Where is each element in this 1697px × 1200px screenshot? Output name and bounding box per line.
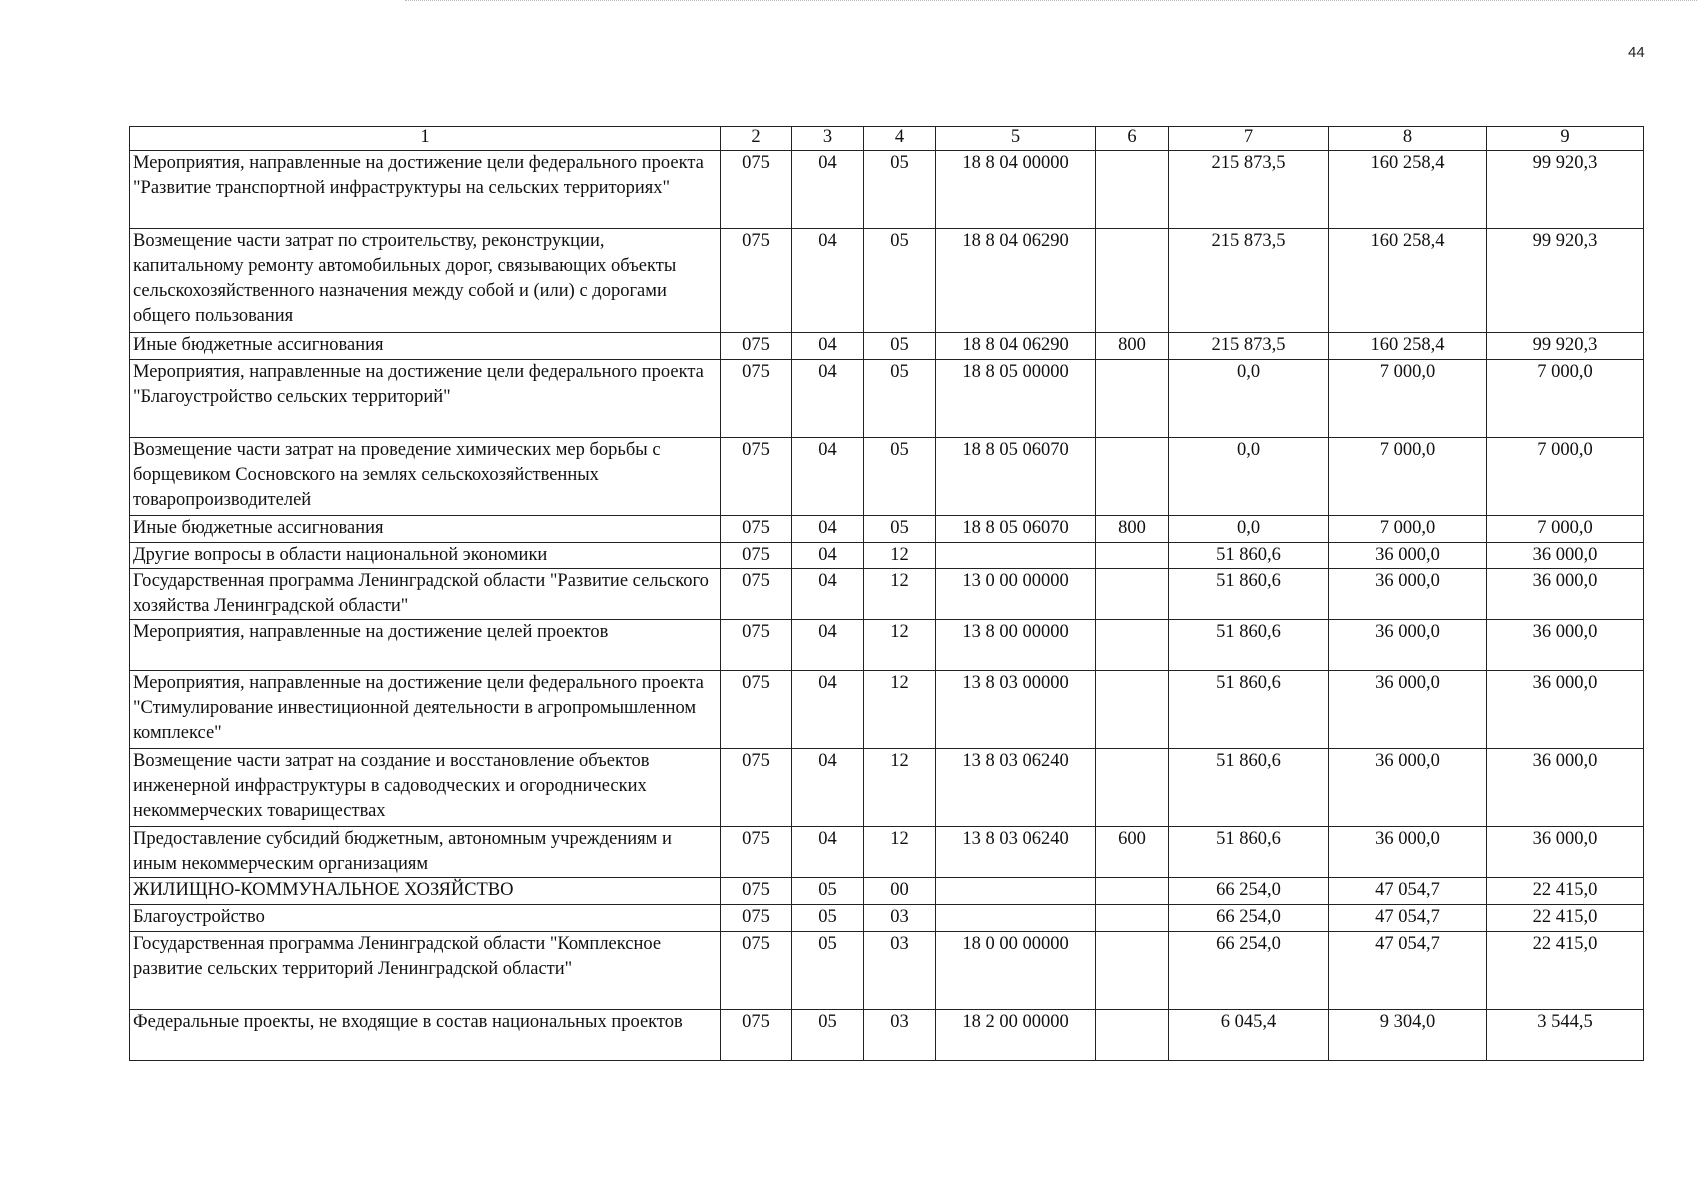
target-article-cell: 18 8 04 06290 bbox=[936, 229, 1096, 333]
table-row bbox=[130, 905, 1644, 932]
ministry-code-cell: 075 bbox=[721, 671, 792, 749]
amount-col8-cell: 160 258,4 bbox=[1329, 229, 1487, 333]
expense-type-cell bbox=[1096, 229, 1169, 333]
target-article-cell: 13 8 03 06240 bbox=[936, 827, 1096, 878]
ministry-code-cell: 075 bbox=[721, 543, 792, 569]
amount-col9-cell: 99 920,3 bbox=[1487, 229, 1644, 333]
amount-col7-cell: 51 860,6 bbox=[1169, 671, 1329, 749]
row-name-cell: Мероприятия, направленные на достижение целей проектов bbox=[130, 620, 721, 671]
table-row bbox=[130, 516, 1644, 543]
expense-type-cell bbox=[1096, 543, 1169, 569]
table-row bbox=[130, 749, 1644, 827]
section-code-cell: 05 bbox=[792, 932, 864, 1010]
amount-col8-cell: 47 054,7 bbox=[1329, 878, 1487, 905]
table-row bbox=[130, 671, 1644, 749]
row-name-cell: Благоустройство bbox=[130, 905, 721, 932]
subsection-code-cell: 05 bbox=[864, 151, 936, 229]
amount-col9-cell: 99 920,3 bbox=[1487, 333, 1644, 360]
row-name-cell: Возмещение части затрат на создание и восстановление объектов инженерной инфраструктуры в садоводческих и огороднических некоммерческих товариществах bbox=[130, 749, 721, 827]
section-code-cell: 05 bbox=[792, 1010, 864, 1061]
ministry-code-cell: 075 bbox=[721, 438, 792, 516]
row-name-cell: Государственная программа Ленинградской области "Комплексное развитие сельских территорий Ленинградской области" bbox=[130, 932, 721, 1010]
expense-type-cell: 800 bbox=[1096, 516, 1169, 543]
row-name-cell: Мероприятия, направленные на достижение цели федерального проекта "Развитие транспортной инфраструктуры на сельских территориях" bbox=[130, 151, 721, 229]
ministry-code-cell: 075 bbox=[721, 229, 792, 333]
amount-col9-cell: 7 000,0 bbox=[1487, 360, 1644, 438]
amount-col9-cell: 36 000,0 bbox=[1487, 543, 1644, 569]
section-code-cell: 04 bbox=[792, 620, 864, 671]
section-code-cell: 04 bbox=[792, 543, 864, 569]
header-cell: 4 bbox=[864, 127, 936, 151]
target-article-cell: 18 2 00 00000 bbox=[936, 1010, 1096, 1061]
subsection-code-cell: 05 bbox=[864, 333, 936, 360]
subsection-code-cell: 03 bbox=[864, 1010, 936, 1061]
header-cell: 5 bbox=[936, 127, 1096, 151]
ministry-code-cell: 075 bbox=[721, 827, 792, 878]
ministry-code-cell: 075 bbox=[721, 569, 792, 620]
table-row bbox=[130, 360, 1644, 438]
subsection-code-cell: 05 bbox=[864, 438, 936, 516]
expense-type-cell bbox=[1096, 360, 1169, 438]
table-row bbox=[130, 878, 1644, 905]
subsection-code-cell: 05 bbox=[864, 360, 936, 438]
amount-col9-cell: 36 000,0 bbox=[1487, 827, 1644, 878]
target-article-cell: 18 8 05 06070 bbox=[936, 516, 1096, 543]
amount-col7-cell: 51 860,6 bbox=[1169, 543, 1329, 569]
amount-col9-cell: 36 000,0 bbox=[1487, 569, 1644, 620]
amount-col9-cell: 22 415,0 bbox=[1487, 905, 1644, 932]
header-cell: 7 bbox=[1169, 127, 1329, 151]
amount-col8-cell: 160 258,4 bbox=[1329, 333, 1487, 360]
subsection-code-cell: 12 bbox=[864, 749, 936, 827]
ministry-code-cell: 075 bbox=[721, 151, 792, 229]
section-code-cell: 04 bbox=[792, 229, 864, 333]
table-row bbox=[130, 229, 1644, 333]
amount-col8-cell: 7 000,0 bbox=[1329, 516, 1487, 543]
amount-col7-cell: 0,0 bbox=[1169, 516, 1329, 543]
amount-col8-cell: 9 304,0 bbox=[1329, 1010, 1487, 1061]
subsection-code-cell: 00 bbox=[864, 878, 936, 905]
amount-col8-cell: 36 000,0 bbox=[1329, 671, 1487, 749]
row-name-cell: Мероприятия, направленные на достижение цели федерального проекта "Благоустройство сельских территорий" bbox=[130, 360, 721, 438]
target-article-cell: 13 8 00 00000 bbox=[936, 620, 1096, 671]
amount-col8-cell: 36 000,0 bbox=[1329, 749, 1487, 827]
header-cell: 3 bbox=[792, 127, 864, 151]
target-article-cell: 13 8 03 00000 bbox=[936, 671, 1096, 749]
header-cell: 1 bbox=[130, 127, 721, 151]
amount-col8-cell: 36 000,0 bbox=[1329, 620, 1487, 671]
table-row bbox=[130, 333, 1644, 360]
table-header-row bbox=[130, 127, 1644, 151]
section-code-cell: 04 bbox=[792, 569, 864, 620]
table-row bbox=[130, 543, 1644, 569]
ministry-code-cell: 075 bbox=[721, 360, 792, 438]
amount-col8-cell: 7 000,0 bbox=[1329, 438, 1487, 516]
section-code-cell: 04 bbox=[792, 360, 864, 438]
row-name-cell: ЖИЛИЩНО-КОММУНАЛЬНОЕ ХОЗЯЙСТВО bbox=[130, 878, 721, 905]
subsection-code-cell: 12 bbox=[864, 827, 936, 878]
table-row bbox=[130, 151, 1644, 229]
amount-col9-cell: 36 000,0 bbox=[1487, 671, 1644, 749]
subsection-code-cell: 12 bbox=[864, 671, 936, 749]
ministry-code-cell: 075 bbox=[721, 932, 792, 1010]
amount-col7-cell: 215 873,5 bbox=[1169, 229, 1329, 333]
target-article-cell bbox=[936, 878, 1096, 905]
amount-col8-cell: 36 000,0 bbox=[1329, 543, 1487, 569]
table-row bbox=[130, 569, 1644, 620]
amount-col9-cell: 36 000,0 bbox=[1487, 749, 1644, 827]
table-row bbox=[130, 620, 1644, 671]
row-name-cell: Другие вопросы в области национальной экономики bbox=[130, 543, 721, 569]
ministry-code-cell: 075 bbox=[721, 516, 792, 543]
row-name-cell: Федеральные проекты, не входящие в состав национальных проектов bbox=[130, 1010, 721, 1061]
expense-type-cell: 600 bbox=[1096, 827, 1169, 878]
amount-col8-cell: 47 054,7 bbox=[1329, 905, 1487, 932]
amount-col7-cell: 51 860,6 bbox=[1169, 827, 1329, 878]
amount-col8-cell: 36 000,0 bbox=[1329, 569, 1487, 620]
amount-col7-cell: 66 254,0 bbox=[1169, 905, 1329, 932]
amount-col7-cell: 0,0 bbox=[1169, 438, 1329, 516]
row-name-cell: Возмещение части затрат по строительству, реконструкции, капитальному ремонту автомобильных дорог, связывающих объекты сельскохозяйственного назначения между собой и (или) с дорогами общего пользования bbox=[130, 229, 721, 333]
amount-col8-cell: 36 000,0 bbox=[1329, 827, 1487, 878]
header-cell: 8 bbox=[1329, 127, 1487, 151]
expense-type-cell bbox=[1096, 905, 1169, 932]
section-code-cell: 04 bbox=[792, 827, 864, 878]
ministry-code-cell: 075 bbox=[721, 878, 792, 905]
amount-col8-cell: 7 000,0 bbox=[1329, 360, 1487, 438]
amount-col7-cell: 51 860,6 bbox=[1169, 620, 1329, 671]
expense-type-cell bbox=[1096, 1010, 1169, 1061]
section-code-cell: 04 bbox=[792, 516, 864, 543]
amount-col7-cell: 215 873,5 bbox=[1169, 151, 1329, 229]
amount-col7-cell: 6 045,4 bbox=[1169, 1010, 1329, 1061]
amount-col8-cell: 160 258,4 bbox=[1329, 151, 1487, 229]
expense-type-cell bbox=[1096, 569, 1169, 620]
amount-col7-cell: 51 860,6 bbox=[1169, 749, 1329, 827]
ministry-code-cell: 075 bbox=[721, 749, 792, 827]
amount-col9-cell: 22 415,0 bbox=[1487, 878, 1644, 905]
subsection-code-cell: 05 bbox=[864, 516, 936, 543]
expense-type-cell bbox=[1096, 438, 1169, 516]
page-number: 44 bbox=[1628, 44, 1645, 61]
amount-col9-cell: 7 000,0 bbox=[1487, 438, 1644, 516]
row-name-cell: Иные бюджетные ассигнования bbox=[130, 333, 721, 360]
amount-col7-cell: 215 873,5 bbox=[1169, 333, 1329, 360]
header-cell: 2 bbox=[721, 127, 792, 151]
section-code-cell: 04 bbox=[792, 671, 864, 749]
amount-col7-cell: 66 254,0 bbox=[1169, 932, 1329, 1010]
expense-type-cell bbox=[1096, 749, 1169, 827]
target-article-cell: 18 8 04 00000 bbox=[936, 151, 1096, 229]
table-row bbox=[130, 827, 1644, 878]
row-name-cell: Возмещение части затрат на проведение химических мер борьбы с борщевиком Сосновского на землях сельскохозяйственных товаропроизводителей bbox=[130, 438, 721, 516]
amount-col7-cell: 66 254,0 bbox=[1169, 878, 1329, 905]
target-article-cell: 18 8 05 00000 bbox=[936, 360, 1096, 438]
target-article-cell: 18 0 00 00000 bbox=[936, 932, 1096, 1010]
section-code-cell: 04 bbox=[792, 333, 864, 360]
ministry-code-cell: 075 bbox=[721, 620, 792, 671]
subsection-code-cell: 12 bbox=[864, 543, 936, 569]
subsection-code-cell: 05 bbox=[864, 229, 936, 333]
target-article-cell: 13 0 00 00000 bbox=[936, 569, 1096, 620]
target-article-cell bbox=[936, 543, 1096, 569]
subsection-code-cell: 12 bbox=[864, 569, 936, 620]
expense-type-cell: 800 bbox=[1096, 333, 1169, 360]
expense-type-cell bbox=[1096, 878, 1169, 905]
header-cell: 6 bbox=[1096, 127, 1169, 151]
section-code-cell: 05 bbox=[792, 878, 864, 905]
section-code-cell: 04 bbox=[792, 749, 864, 827]
section-code-cell: 05 bbox=[792, 905, 864, 932]
expense-type-cell bbox=[1096, 620, 1169, 671]
table-row bbox=[130, 1010, 1644, 1061]
expense-type-cell bbox=[1096, 932, 1169, 1010]
subsection-code-cell: 03 bbox=[864, 932, 936, 1010]
section-code-cell: 04 bbox=[792, 151, 864, 229]
table-row bbox=[130, 932, 1644, 1010]
amount-col9-cell: 36 000,0 bbox=[1487, 620, 1644, 671]
amount-col9-cell: 22 415,0 bbox=[1487, 932, 1644, 1010]
budget-table bbox=[129, 126, 1644, 1061]
target-article-cell bbox=[936, 905, 1096, 932]
row-name-cell: Предоставление субсидий бюджетным, автономным учреждениям и иным некоммерческим организациям bbox=[130, 827, 721, 878]
amount-col9-cell: 3 544,5 bbox=[1487, 1010, 1644, 1061]
row-name-cell: Мероприятия, направленные на достижение цели федерального проекта "Стимулирование инвестиционной деятельности в агропромышленном комплексе" bbox=[130, 671, 721, 749]
amount-col7-cell: 51 860,6 bbox=[1169, 569, 1329, 620]
ministry-code-cell: 075 bbox=[721, 905, 792, 932]
header-cell: 9 bbox=[1487, 127, 1644, 151]
table-row bbox=[130, 438, 1644, 516]
expense-type-cell bbox=[1096, 671, 1169, 749]
amount-col9-cell: 7 000,0 bbox=[1487, 516, 1644, 543]
subsection-code-cell: 12 bbox=[864, 620, 936, 671]
amount-col7-cell: 0,0 bbox=[1169, 360, 1329, 438]
ministry-code-cell: 075 bbox=[721, 333, 792, 360]
section-code-cell: 04 bbox=[792, 438, 864, 516]
subsection-code-cell: 03 bbox=[864, 905, 936, 932]
amount-col9-cell: 99 920,3 bbox=[1487, 151, 1644, 229]
amount-col8-cell: 47 054,7 bbox=[1329, 932, 1487, 1010]
row-name-cell: Государственная программа Ленинградской области "Развитие сельского хозяйства Ленинградской области" bbox=[130, 569, 721, 620]
row-name-cell: Иные бюджетные ассигнования bbox=[130, 516, 721, 543]
expense-type-cell bbox=[1096, 151, 1169, 229]
target-article-cell: 18 8 05 06070 bbox=[936, 438, 1096, 516]
target-article-cell: 13 8 03 06240 bbox=[936, 749, 1096, 827]
scan-edge-line bbox=[405, 0, 1697, 3]
ministry-code-cell: 075 bbox=[721, 1010, 792, 1061]
target-article-cell: 18 8 04 06290 bbox=[936, 333, 1096, 360]
